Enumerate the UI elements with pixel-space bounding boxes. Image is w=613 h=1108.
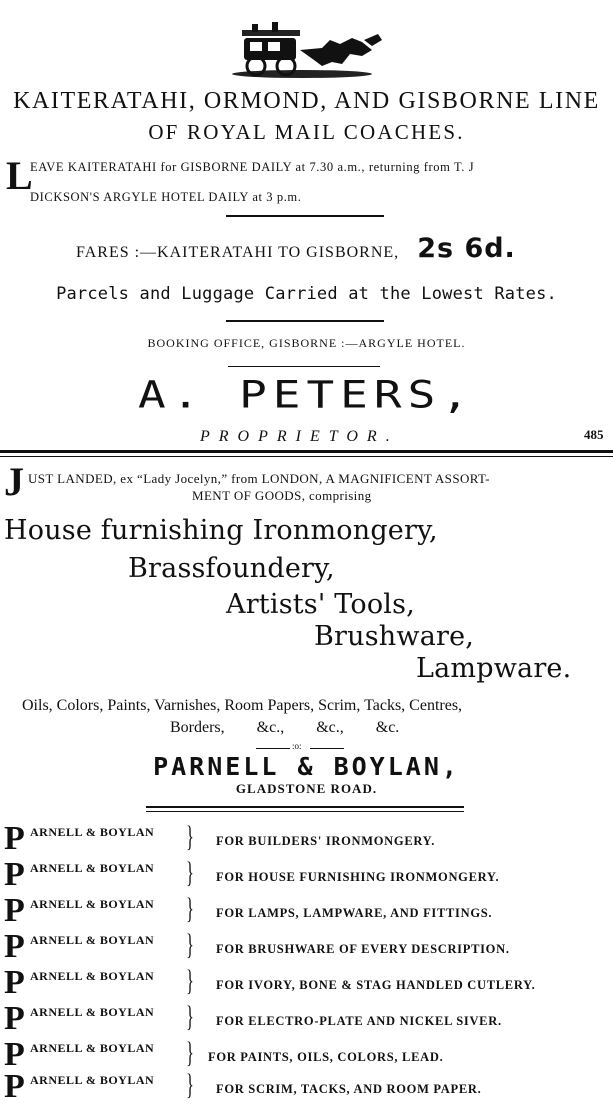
listing-firm: ARNELL & BOYLAN (30, 1041, 155, 1055)
listing-initial: P (4, 820, 25, 857)
listing-firm: ARNELL & BOYLAN (30, 1073, 155, 1087)
listing-description: FOR ELECTRO-PLATE AND NICKEL SIVER. (216, 1014, 502, 1028)
listing-description: FOR SCRIM, TACKS, AND ROOM PAPER. (216, 1082, 482, 1096)
listing-firm: ARNELL & BOYLAN (30, 897, 155, 911)
brace-icon: } (186, 928, 194, 961)
listing-row (0, 820, 613, 860)
listing-row (0, 1000, 613, 1040)
listing-row (0, 928, 613, 968)
brace-icon: } (186, 1000, 194, 1033)
brace-icon: } (186, 1036, 194, 1069)
departure-line-1: EAVE KAITERATAHI for GISBORNE DAILY at 7.30 a.m., returning from T. J (30, 160, 475, 174)
supplies-list-line-1: Oils, Colors, Paints, Varnishes, Room Papers, Scrim, Tacks, Centres, (22, 697, 463, 714)
listing-row (0, 1036, 613, 1076)
booking-office: BOOKING OFFICE, GISBORNE :—ARGYLE HOTEL. (147, 336, 466, 350)
goods-item: Lampware. (416, 653, 572, 684)
listing-row (0, 892, 613, 932)
divider (310, 748, 344, 749)
listing-description: FOR IVORY, BONE & STAG HANDLED CUTLERY. (216, 978, 536, 992)
column-rule (0, 450, 613, 453)
fares-amount: 2s 6d. (417, 233, 516, 264)
arrival-notice-line-1: UST LANDED, ex “Lady Jocelyn,” from LONDON, A MAGNIFICENT ASSORT- (28, 471, 490, 486)
supplies-list-line-2: Borders, &c., &c., &c. (170, 719, 400, 736)
dropcap-j: J (4, 459, 24, 504)
proprietor-title: PROPRIETOR. (200, 428, 399, 445)
listing-firm: ARNELL & BOYLAN (30, 1005, 155, 1019)
fares-label: FARES :—KAITERATAHI TO GISBORNE, (76, 244, 400, 261)
listing-initial: P (4, 856, 25, 893)
divider (226, 320, 384, 322)
parcels-notice: Parcels and Luggage Carried at the Lowest Rates. (56, 284, 557, 304)
listing-description: FOR BRUSHWARE OF EVERY DESCRIPTION. (216, 942, 510, 956)
brace-icon: } (186, 856, 194, 889)
goods-item: Brassfoundery, (128, 553, 335, 584)
listing-initial: P (4, 1036, 25, 1073)
brace-icon: } (186, 892, 194, 925)
ornament-separator: :o: (292, 741, 302, 751)
listing-initial: P (4, 928, 25, 965)
brace-icon: } (186, 820, 194, 853)
listing-initial: P (4, 964, 25, 1001)
divider (256, 748, 290, 749)
coach-line-headline: KAITERATAHI, ORMOND, AND GISBORNE LINE (13, 88, 600, 114)
firm-name: PARNELL & BOYLAN, (153, 752, 460, 781)
goods-item: House furnishing Ironmongery, (4, 515, 438, 546)
stagecoach-illustration-icon (222, 20, 387, 82)
arrival-notice-line-2: MENT OF GOODS, comprising (192, 488, 372, 503)
listing-initial: P (4, 892, 25, 929)
divider (146, 811, 464, 812)
brace-icon: } (186, 964, 194, 997)
listing-firm: ARNELL & BOYLAN (30, 825, 155, 839)
listing-firm: ARNELL & BOYLAN (30, 933, 155, 947)
column-rule (0, 456, 613, 457)
firm-address: GLADSTONE ROAD. (235, 781, 378, 796)
listing-firm: ARNELL & BOYLAN (30, 861, 155, 875)
brace-icon: } (186, 1068, 194, 1101)
listing-initial: P (4, 1068, 25, 1105)
departure-line-2: DICKSON'S ARGYLE HOTEL DAILY at 3 p.m. (30, 190, 302, 204)
advertisement-reference-number: 485 (584, 427, 604, 442)
goods-item: Artists' Tools, (226, 589, 415, 620)
listing-initial: P (4, 1000, 25, 1037)
coach-line-subheadline: OF ROYAL MAIL COACHES. (148, 120, 465, 144)
listing-description: FOR LAMPS, LAMPWARE, AND FITTINGS. (216, 906, 493, 920)
listing-firm: ARNELL & BOYLAN (30, 969, 155, 983)
fares-line (76, 233, 516, 264)
divider (228, 366, 380, 367)
divider (146, 806, 464, 808)
listing-description: FOR HOUSE FURNISHING IRONMONGERY. (216, 870, 500, 884)
divider (226, 215, 384, 217)
proprietor-name: A. PETERS, (138, 372, 475, 417)
listing-row (0, 856, 613, 896)
listing-row (0, 964, 613, 1004)
dropcap-l: L (6, 153, 33, 198)
goods-item: Brushware, (314, 621, 475, 652)
listing-description: FOR PAINTS, OILS, COLORS, LEAD. (208, 1050, 444, 1064)
listing-description: FOR BUILDERS' IRONMONGERY. (216, 834, 436, 848)
